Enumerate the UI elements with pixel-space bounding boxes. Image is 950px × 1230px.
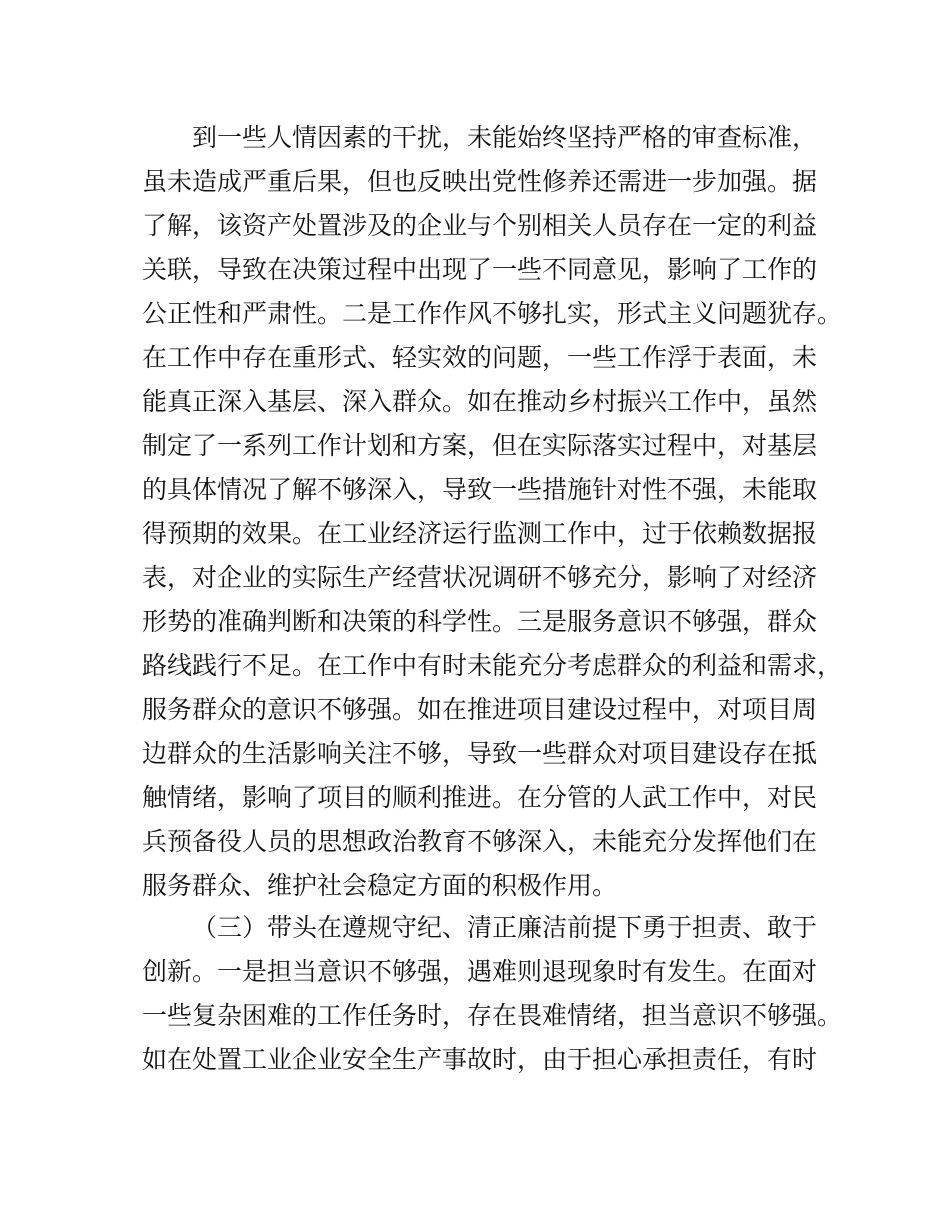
paragraph-line: 形势的准确判断和决策的科学性。三是服务意识不够强，群众 [142,607,818,636]
paragraph-line: 得预期的效果。在工业经济运行监测工作中，过于依赖数据报 [142,519,818,548]
paragraph-line: 如在处置工业企业安全生产事故时，由于担心承担责任，有时 [142,1045,818,1074]
paragraph-line: 了解，该资产处置涉及的企业与个别相关人员存在一定的利益 [142,211,818,240]
paragraph-line: 边群众的生活影响关注不够，导致一些群众对项目建设存在抵 [142,739,818,768]
paragraph-line: 虽未造成严重后果，但也反映出党性修养还需进一步加强。据 [142,167,818,196]
paragraph-line: 到一些人情因素的干扰，未能始终坚持严格的审查标准， [192,123,818,152]
paragraph-continued [142,116,842,908]
paragraph-line: 能真正深入基层、深入群众。如在推动乡村振兴工作中，虽然 [142,387,818,416]
paragraph-line: 公正性和严肃性。二是工作作风不够扎实，形式主义问题犹存。 [142,299,843,328]
paragraph-line: 创新。一是担当意识不够强，遇难则退现象时有发生。在面对 [142,957,818,986]
paragraph-line: 路线践行不足。在工作中有时未能充分考虑群众的利益和需求， [142,651,843,680]
section-paragraph [142,906,842,1082]
paragraph-line: 的具体情况了解不够深入，导致一些措施针对性不强，未能取 [142,475,818,504]
paragraph-line: 服务群众、维护社会稳定方面的积极作用。 [142,871,618,900]
section-heading-line: （三）带头在遵规守纪、清正廉洁前提下勇于担责、敢于 [192,913,818,942]
paragraph-line: 关联，导致在决策过程中出现了一些不同意见，影响了工作的 [142,255,818,284]
paragraph-line: 制定了一系列工作计划和方案，但在实际落实过程中，对基层 [142,431,818,460]
paragraph-line: 服务群众的意识不够强。如在推进项目建设过程中，对项目周 [142,695,818,724]
paragraph-line: 一些复杂困难的工作任务时，存在畏难情绪，担当意识不够强。 [142,1001,843,1030]
paragraph-line: 兵预备役人员的思想政治教育不够深入，未能充分发挥他们在 [142,827,818,856]
paragraph-line: 在工作中存在重形式、轻实效的问题，一些工作浮于表面，未 [142,343,818,372]
paragraph-line: 触情绪，影响了项目的顺利推进。在分管的人武工作中，对民 [142,783,818,812]
paragraph-line: 表，对企业的实际生产经营状况调研不够充分，影响了对经济 [142,563,818,592]
